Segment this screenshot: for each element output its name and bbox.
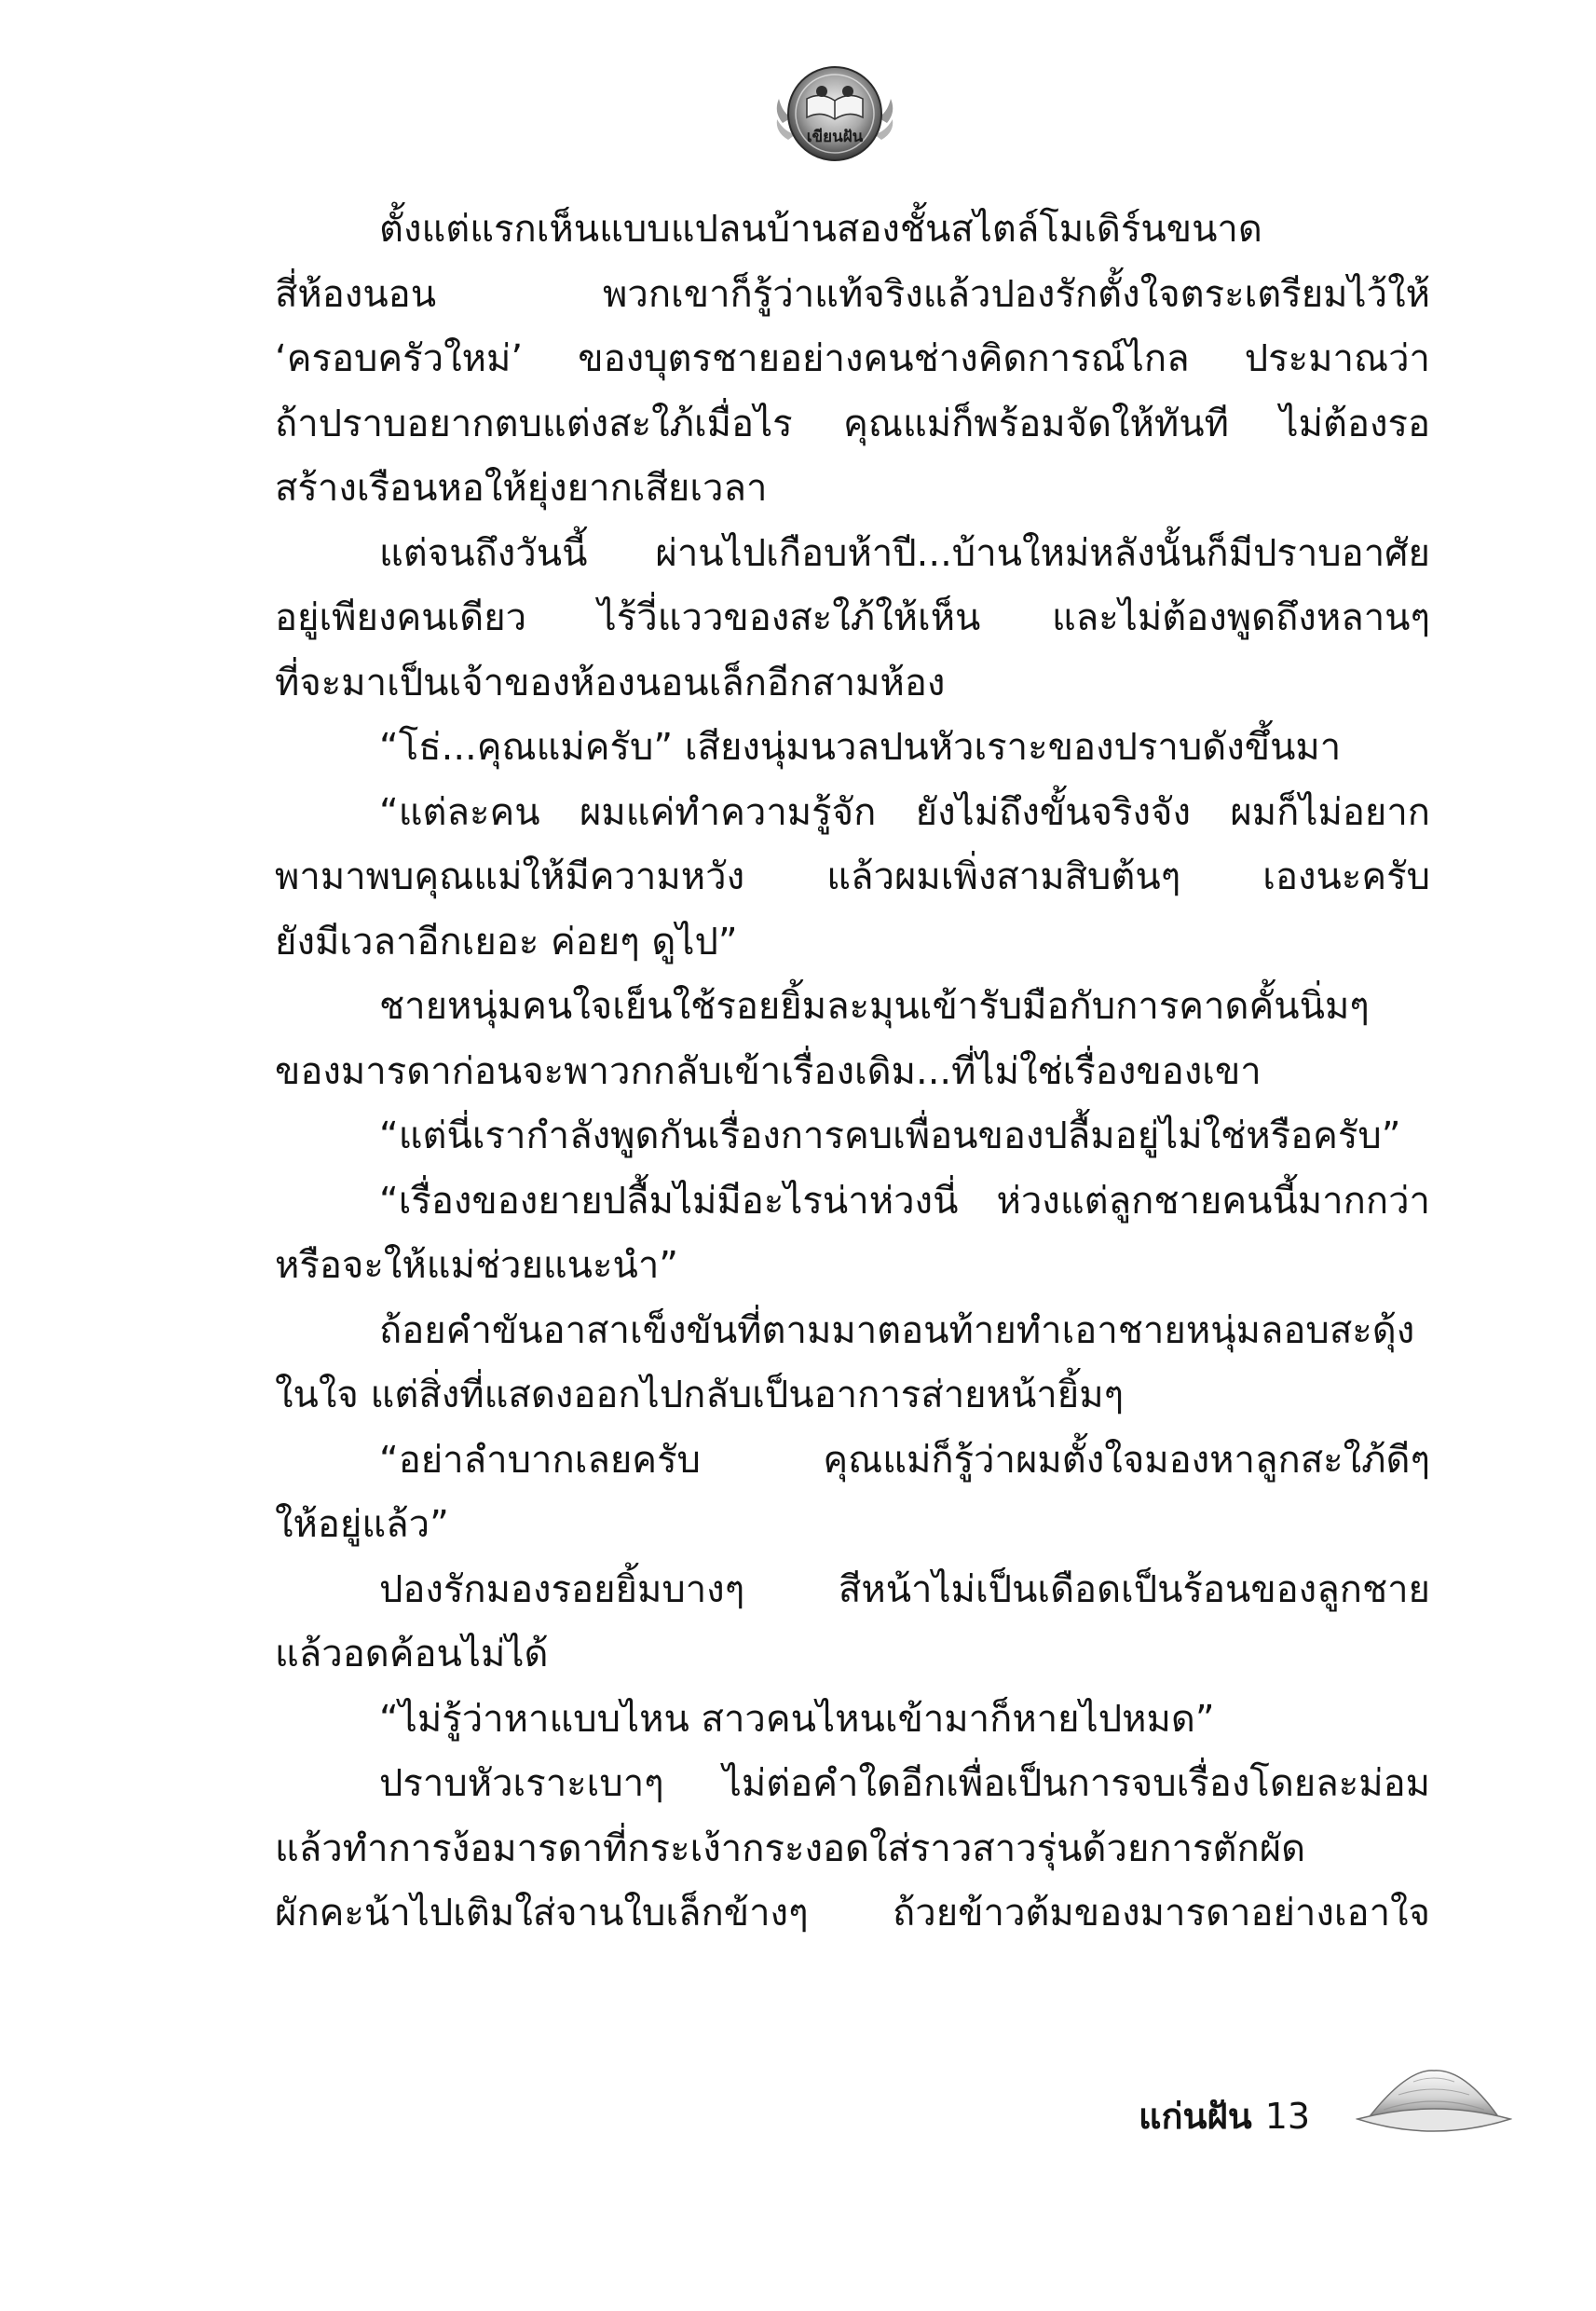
text-line: “อย่าลำบากเลยครับ คุณแม่ก็รู้ว่าผมตั้งใจมองหาลูกสะใภ้ดีๆ [379,1438,1430,1482]
text-line: พามาพบคุณแม่ให้มีความหวัง แล้วผมเพิ่งสามสิบต้นๆ เองนะครับ [275,855,1430,898]
text-line: อยู่เพียงคนเดียว ไร้วี่แววของสะใภ้ให้เห็น และไม่ต้องพูดถึงหลานๆ [275,596,1430,639]
text-line: ปองรักมองรอยยิ้มบางๆ สีหน้าไม่เป็นเดือดเป็นร้อนของลูกชาย [379,1567,1430,1611]
book-title: แก่นฝัน [1139,2096,1252,2137]
text-line: แล้วทำการง้อมารดาที่กระเง้ากระงอดใส่ราวสาวรุ่นด้วยการตักผัด [275,1826,1306,1870]
text-line: “เรื่องของยายปลื้มไม่มีอะไรน่าห่วงนี่ ห่วงแต่ลูกชายคนนี้มากกว่า [379,1179,1430,1223]
text-line: สร้างเรือนหอให้ยุ่งยากเสียเวลา [275,467,768,510]
text-line: ตั้งแต่แรกเห็นแบบแปลนบ้านสองชั้นสไตล์โมเดิร์นขนาด [379,208,1262,251]
text-line: ชายหนุ่มคนใจเย็นใช้รอยยิ้มละมุนเข้ารับมือกับการคาดคั้นนิ่มๆ [379,985,1370,1028]
text-line: ปราบหัวเราะเบาๆ ไม่ต่อคำใดอีกเพื่อเป็นการจบเรื่องโดยละม่อม [379,1762,1430,1805]
body-text [275,198,1430,1947]
text-line: ถ้อยคำขันอาสาเข็งขันที่ตามมาตอนท้ายทำเอาชายหนุ่มลอบสะดุ้ง [379,1308,1415,1352]
text-line: ผักคะน้าไปเติมใส่จานใบเล็กข้างๆ ถ้วยข้าวต้มของมารดาอย่างเอาใจ [275,1892,1430,1935]
text-line: ถ้าปราบอยากตบแต่งสะใภ้เมื่อไร คุณแม่ก็พร้อมจัดให้ทันที ไม่ต้องรอ [275,402,1430,445]
straw-hat-icon [1356,2067,1512,2151]
page-number: 13 [1264,2096,1311,2137]
text-line: “โธ่...คุณแม่ครับ” เสียงนุ่มนวลปนหัวเราะของปราบดังขึ้นมา [379,726,1342,769]
text-line: “ไม่รู้ว่าหาแบบไหน สาวคนไหนเข้ามาก็หายไปหมด” [379,1697,1215,1741]
footer-label [1139,2087,1310,2144]
text-line: ยังมีเวลาอีกเยอะ ค่อยๆ ดูไป” [275,920,738,964]
text-line: หรือจะให้แม่ช่วยแนะนำ” [275,1244,679,1287]
text-line: แล้วอดค้อนไม่ได้ [275,1633,549,1675]
text-line: ‘ครอบครัวใหม่’ ของบุตรชายอย่างคนช่างคิดการณ์ไกล ประมาณว่า [275,337,1430,380]
emblem-text: เขียนฝัน [806,128,864,146]
text-line: “แต่ละคน ผมแค่ทำความรู้จัก ยังไม่ถึงขั้นจริงจัง ผมก็ไม่อยาก [379,790,1430,834]
text-line: สี่ห้องนอน พวกเขาก็รู้ว่าแท้จริงแล้วปองรักตั้งใจตระเตรียมไว้ให้ [275,272,1430,316]
text-line: ของมารดาก่อนจะพาวกกลับเข้าเรื่องเดิม...ที่ไม่ใช่เรื่องของเขา [275,1049,1262,1093]
text-line: “แต่นี่เรากำลังพูดกันเรื่องการคบเพื่อนของปลื้มอยู่ไม่ใช่หรือครับ” [379,1114,1401,1157]
text-line: ให้อยู่แล้ว” [275,1503,449,1546]
book-crest-emblem-icon [770,58,900,171]
text-line: ในใจ แต่สิ่งที่แสดงออกไปกลับเป็นอาการส่ายหน้ายิ้มๆ [275,1374,1125,1416]
text-line: ที่จะมาเป็นเจ้าของห้องนอนเล็กอีกสามห้อง [275,661,946,704]
text-line: แต่จนถึงวันนี้ ผ่านไปเกือบห้าปี...บ้านใหม่หลังนั้นก็มีปราบอาศัย [379,531,1430,575]
